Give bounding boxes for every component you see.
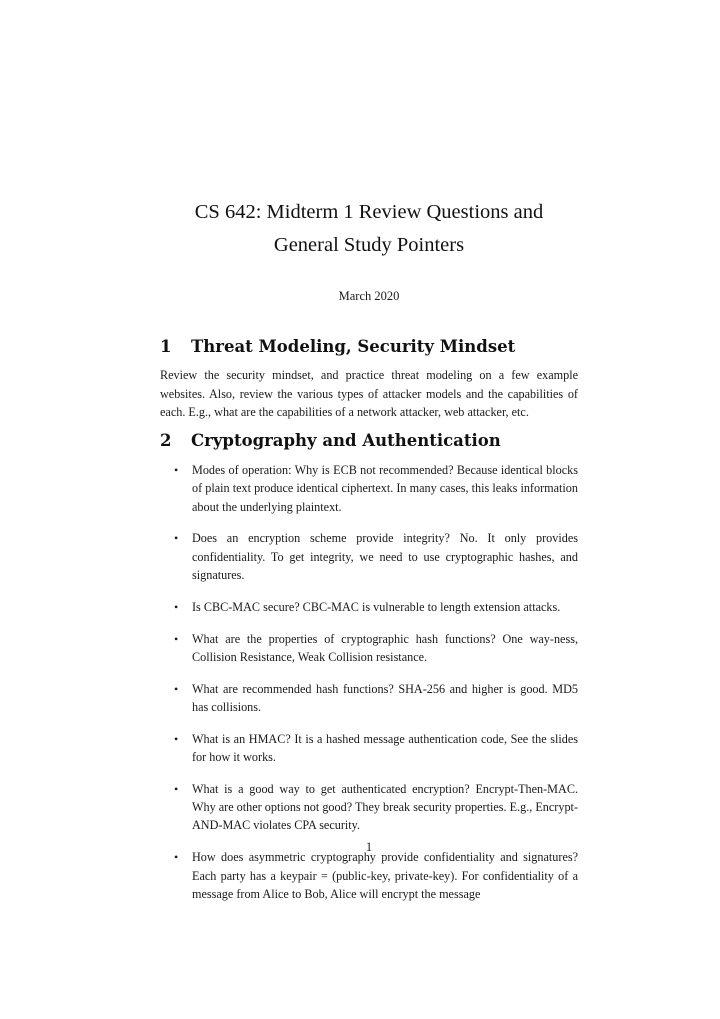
document-title: [160, 196, 578, 262]
list-item-text: What are recommended hash functions? SHA-256 and higher is good. MD5 has collisions.: [192, 681, 578, 714]
list-item: [160, 529, 578, 584]
document-date: March 2020: [338, 289, 400, 303]
list-item: [160, 630, 578, 667]
bullet-icon: •: [174, 463, 179, 477]
list-item: [160, 461, 578, 516]
list-item-text: What is a good way to get authenticated encryption? Encrypt-Then-MAC. Why are other options not good? They break security properties. E.g., Encrypt-AND-MAC violates CPA security.: [192, 781, 578, 833]
section-number: 1: [160, 337, 172, 356]
list-item-text: Does an encryption scheme provide integrity? No. It only provides confidentiality. To get integrity, we need to use cryptographic hashes, and signatures.: [192, 531, 578, 582]
bullet-icon: •: [174, 850, 179, 865]
list-item: [160, 598, 578, 616]
page-number: 1: [365, 840, 373, 854]
bullet-icon: •: [174, 531, 179, 546]
section-title: Threat Modeling, Security Mindset: [191, 337, 516, 356]
list-item-text: How does asymmetric cryptography provide confidentiality and signatures? Each party has a keypair = (public-key, private-key). For confidentiality of a message from Alice to Bob, Alice will encrypt the message: [192, 850, 578, 901]
list-item-text: Is CBC-MAC secure? CBC-MAC is vulnerable to length extension attacks.: [192, 599, 561, 614]
bullet-icon: •: [174, 631, 179, 646]
list-item: [160, 680, 578, 717]
title-line-1: CS 642: Midterm 1 Review Questions and: [194, 201, 544, 223]
section-heading-1: [160, 337, 580, 356]
list-item: [160, 730, 578, 767]
bullet-icon: •: [174, 599, 179, 614]
list-item: [160, 780, 578, 835]
section-1-paragraph: Review the security mindset, and practice threat modeling on a few example websites. Also, review the various types of attacker models and the capabilities of each. E.g., what are the capabilities of a network attacker, web attacker, etc.: [160, 368, 578, 419]
list-item-text: What is an HMAC? It is a hashed message authentication code, See the slides for how it works.: [192, 731, 578, 765]
list-item-text: Modes of operation: Why is ECB not recommended? Because identical blocks of plain text produce identical ciphertext. In many cases, this leaks information about the underlying plaintext.: [192, 463, 578, 514]
section-heading-2: [160, 431, 580, 450]
list-item-text: What are the properties of cryptographic hash functions? One way-ness, Collision Resistance, Weak Collision resistance.: [192, 631, 578, 664]
title-line-2: General Study Pointers: [273, 234, 465, 256]
section-title: Cryptography and Authentication: [191, 431, 501, 450]
bullet-icon: •: [174, 731, 179, 746]
section-number: 2: [160, 431, 172, 450]
bullet-icon: •: [174, 681, 179, 696]
list-item: [160, 848, 578, 903]
bullet-icon: •: [174, 781, 179, 796]
